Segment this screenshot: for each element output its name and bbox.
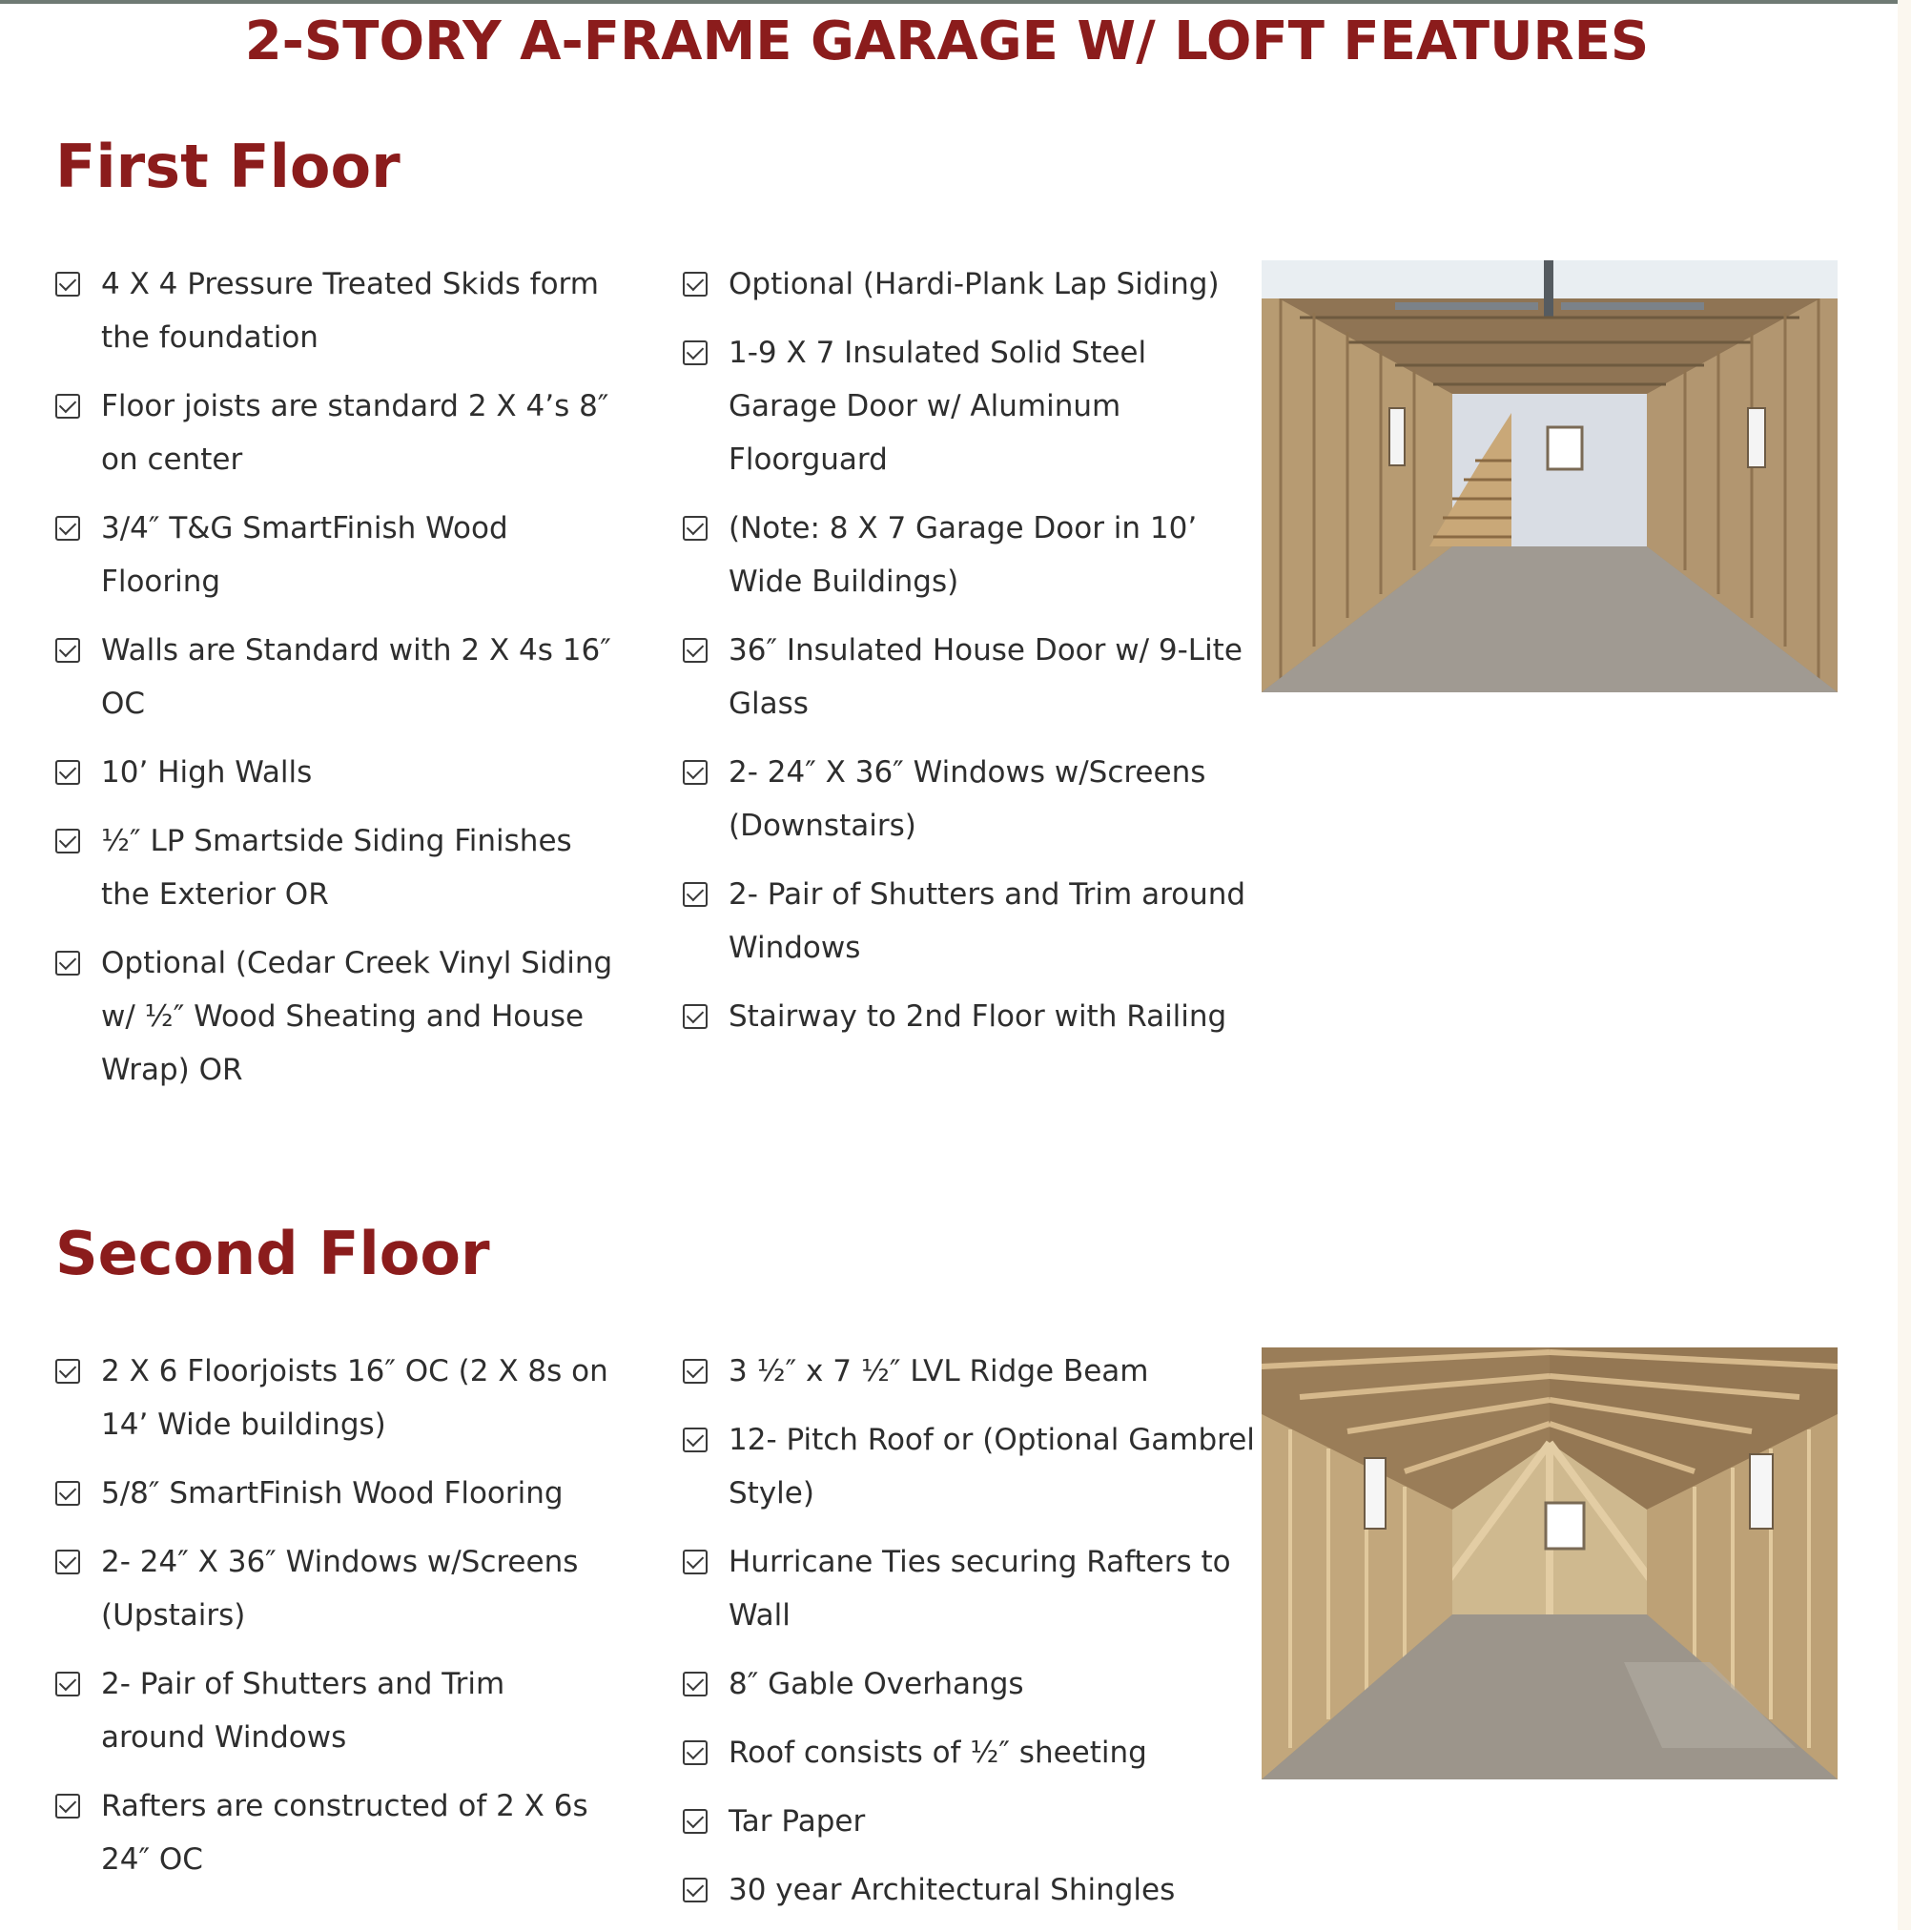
feature-text: 8″ Gable Overhangs [729,1667,1024,1701]
feature-item [55,1535,618,1642]
feature-item [683,1345,1255,1398]
feature-item [683,1535,1255,1642]
checkbox-checked-icon [55,394,80,419]
checkbox-checked-icon [683,882,708,907]
feature-text: Floor joists are standard 2 X 4’s 8″ on center [101,389,609,477]
feature-text: 10’ High Walls [101,755,313,790]
feature-item [55,257,618,364]
feature-item [683,746,1255,853]
second-floor-left-list [55,1345,618,1901]
second-floor-loft-photo [1262,1347,1838,1779]
page-edge [1898,0,1911,1930]
checkbox-checked-icon [683,1809,708,1834]
checkbox-checked-icon [55,516,80,541]
feature-text: Walls are Standard with 2 X 4s 16″ OC [101,633,611,721]
feature-item [683,1413,1255,1520]
checkbox-checked-icon [55,272,80,297]
feature-text: ½″ LP Smartside Siding Finishes the Exterior OR [101,824,572,912]
feature-text: 2 X 6 Floorjoists 16″ OC (2 X 8s on 14’ Wide buildings) [101,1354,608,1442]
checkbox-checked-icon [55,1550,80,1574]
checkbox-checked-icon [683,1359,708,1384]
checkbox-checked-icon [683,1428,708,1452]
first-floor-right-list [683,257,1255,1058]
top-divider [0,0,1911,4]
feature-text: 30 year Architectural Shingles [729,1873,1176,1907]
feature-text: 12- Pitch Roof or (Optional Gambrel Style) [729,1423,1255,1511]
checkbox-checked-icon [55,1359,80,1384]
feature-item [683,502,1255,608]
feature-item [55,814,618,921]
feature-item [683,990,1255,1043]
feature-item [55,1467,618,1520]
feature-item [55,380,618,486]
feature-item [683,1795,1255,1848]
feature-text: 4 X 4 Pressure Treated Skids form the foundation [101,267,599,355]
checkbox-checked-icon [55,1794,80,1819]
feature-text: Roof consists of ½″ sheeting [729,1736,1147,1770]
checkbox-checked-icon [683,1672,708,1696]
feature-item [683,624,1255,730]
feature-text: Tar Paper [729,1804,866,1839]
feature-item [683,1657,1255,1711]
feature-item [55,1779,618,1886]
feature-item [55,624,618,730]
feature-item [55,1345,618,1451]
checkbox-checked-icon [683,1740,708,1765]
checkbox-checked-icon [683,760,708,785]
feature-item [683,1726,1255,1779]
checkbox-checked-icon [683,1004,708,1029]
checkbox-checked-icon [55,829,80,853]
feature-text: (Note: 8 X 7 Garage Door in 10’ Wide Buildings) [729,511,1198,599]
feature-item [683,257,1255,311]
second-floor-heading: Second Floor [55,1219,490,1288]
feature-text: 36″ Insulated House Door w/ 9-Lite Glass [729,633,1243,721]
feature-text: 1-9 X 7 Insulated Solid Steel Garage Door w/ Aluminum Floorguard [729,336,1147,477]
feature-text: 5/8″ SmartFinish Wood Flooring [101,1476,564,1511]
feature-text: 2- Pair of Shutters and Trim around Windows [101,1667,505,1755]
checkbox-checked-icon [683,1878,708,1902]
feature-item [55,936,618,1097]
feature-text: Optional (Cedar Creek Vinyl Siding w/ ½″ Wood Sheating and House Wrap) OR [101,946,613,1087]
checkbox-checked-icon [55,760,80,785]
feature-text: Rafters are constructed of 2 X 6s 24″ OC [101,1789,588,1877]
checkbox-checked-icon [55,1672,80,1696]
feature-item [55,502,618,608]
feature-text: Hurricane Ties securing Rafters to Wall [729,1545,1231,1633]
checkbox-checked-icon [683,638,708,663]
checkbox-checked-icon [683,516,708,541]
first-floor-interior-photo [1262,260,1838,692]
feature-text: 2- 24″ X 36″ Windows w/Screens (Upstairs) [101,1545,579,1633]
feature-item [55,1657,618,1764]
feature-text: Stairway to 2nd Floor with Railing [729,999,1227,1034]
feature-item [55,746,618,799]
feature-item [683,326,1255,486]
first-floor-heading: First Floor [55,132,401,201]
feature-item [683,868,1255,975]
page-title: 2-STORY A-FRAME GARAGE W/ LOFT FEATURES [244,10,1650,72]
feature-text: 3 ½″ x 7 ½″ LVL Ridge Beam [729,1354,1149,1388]
second-floor-right-list [683,1345,1255,1932]
checkbox-checked-icon [55,951,80,976]
feature-text: Optional (Hardi-Plank Lap Siding) [729,267,1220,301]
checkbox-checked-icon [683,340,708,365]
checkbox-checked-icon [683,272,708,297]
checkbox-checked-icon [683,1550,708,1574]
checkbox-checked-icon [55,1481,80,1506]
feature-text: 2- Pair of Shutters and Trim around Windows [729,877,1246,965]
first-floor-left-list [55,257,618,1112]
checkbox-checked-icon [55,638,80,663]
feature-text: 3/4″ T&G SmartFinish Wood Flooring [101,511,508,599]
feature-text: 2- 24″ X 36″ Windows w/Screens (Downstairs) [729,755,1206,843]
feature-item [683,1863,1255,1917]
